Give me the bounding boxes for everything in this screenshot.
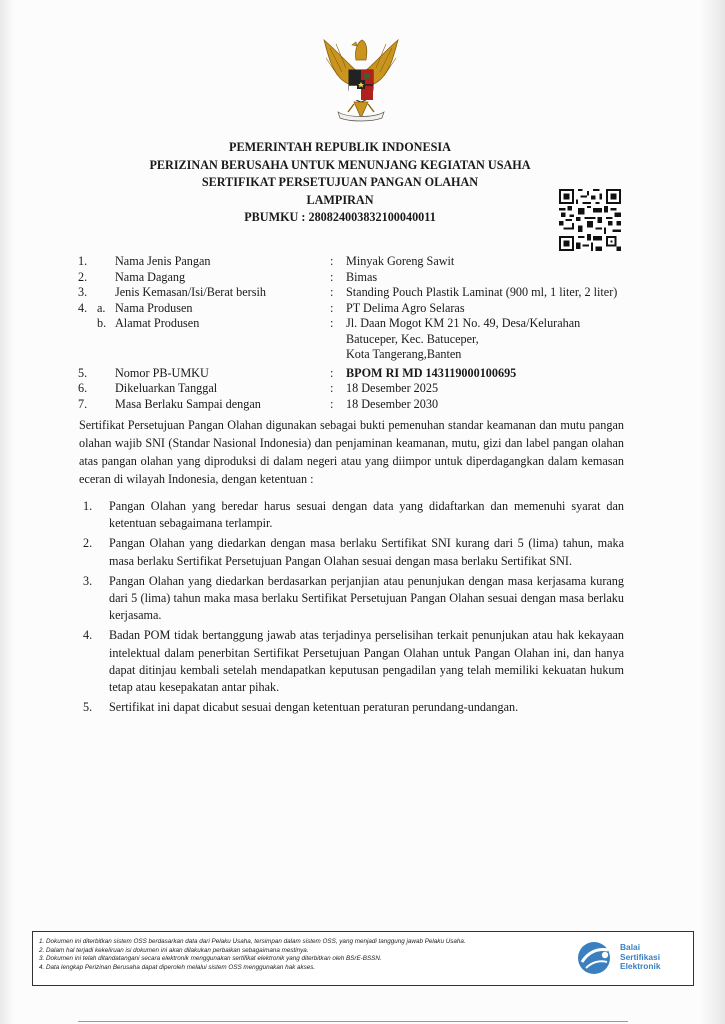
product-details bbox=[78, 254, 678, 412]
term-number: 1. bbox=[83, 499, 93, 513]
field-value: Batuceper, Kec. Batuceper, bbox=[346, 331, 479, 346]
term-text: Pangan Olahan yang diedarkan berdasarkan perjanjian atau penunjukan dengan masa kerjasama kurang dari 5 (lima) tahun maka masa berlaku Sertifikat Persetujuan Pangan Olahan sesuai dengan masa berlaku kerjasama. bbox=[109, 573, 624, 623]
certificate-title: SERTIFIKAT PERSETUJUAN PANGAN OLAHAN bbox=[201, 175, 479, 189]
field-number: 3. bbox=[78, 285, 88, 299]
field-value: Minyak Goreng Sawit bbox=[346, 254, 455, 268]
field-colon: : bbox=[330, 300, 334, 315]
field-value: 18 Desember 2030 bbox=[346, 396, 439, 411]
field-label: Masa Berlaku Sampai dengan bbox=[115, 396, 261, 411]
field-number: 2. bbox=[78, 269, 88, 284]
field-number: 7. bbox=[78, 396, 88, 411]
term-number: 3. bbox=[83, 573, 93, 588]
bsre-logo-text: Balai Sertifikasi Elektronik bbox=[620, 942, 661, 972]
government-title: PEMERINTAH REPUBLIK INDONESIA bbox=[229, 140, 451, 154]
field-colon: : bbox=[330, 269, 334, 284]
garuda-emblem-icon bbox=[318, 32, 404, 124]
term-item bbox=[79, 498, 624, 532]
field-row bbox=[78, 254, 678, 270]
field-row bbox=[78, 285, 678, 301]
field-subletter: a. bbox=[97, 300, 106, 315]
field-row bbox=[78, 301, 678, 317]
field-number: 6. bbox=[78, 381, 88, 395]
footer-note: 2. Dalam hal terjadi kekeliruan isi dokumen ini akan dilakukan perbaikan sebagaimana mestinya. bbox=[39, 946, 309, 954]
field-value: Kota Tangerang,Banten bbox=[346, 347, 462, 361]
field-colon: : bbox=[330, 381, 334, 395]
field-colon: : bbox=[330, 365, 334, 380]
term-text: Badan POM tidak bertanggung jawab atas terjadinya perselisihan terkait penunjukan atau hak kekayaan intelektual dalam penerbitan Sertifikat Persetujuan Pangan Olahan untuk Pangan Olahan ini, dan hanya dapat ditinjau kembali setelah mendapatkan keputusan pengadilan yang telah memiliki kekuatan hukum tetap atau kesepakatan antar pihak. bbox=[109, 628, 624, 695]
terms-list bbox=[79, 498, 624, 719]
term-text: Pangan Olahan yang beredar harus sesuai dengan data yang didaftarkan dan memenuhi syarat dan ketentuan sebagaimana terlampir. bbox=[109, 499, 624, 531]
field-colon: : bbox=[330, 316, 334, 330]
footer-note: 3. Dokumen ini telah ditandatangani secara elektronik menggunakan sertifikat elektronik yang diterbitkan oleh BSrE-BSSN. bbox=[39, 955, 382, 963]
attachment-title: LAMPIRAN bbox=[306, 192, 374, 207]
term-number: 4. bbox=[83, 628, 93, 643]
term-item bbox=[79, 627, 624, 696]
term-item bbox=[79, 535, 624, 569]
field-row bbox=[78, 332, 678, 348]
field-row bbox=[78, 366, 678, 382]
field-label: Dikeluarkan Tanggal bbox=[115, 381, 218, 395]
field-row bbox=[78, 397, 678, 413]
field-value: Standing Pouch Plastik Laminat (900 ml, 1 liter, 2 liter) bbox=[346, 285, 618, 299]
bsre-logo-icon bbox=[574, 938, 616, 978]
field-subletter: b. bbox=[97, 316, 107, 330]
field-label: Jenis Kemasan/Isi/Berat bersih bbox=[115, 285, 266, 299]
field-value: BPOM RI MD 143119000100695 bbox=[346, 365, 517, 380]
term-text: Pangan Olahan yang diedarkan dengan masa berlaku Sertifikat SNI kurang dari 5 (lima) tahun, maka masa berlaku Sertifikat Persetujuan Pangan Olahan sesuai dengan masa berlaku Sertifikat SNI. bbox=[109, 536, 624, 568]
footer-note: 4. Data lengkap Perizinan Berusaha dapat diperoleh melalui sistem OSS menggunakan hak akses. bbox=[39, 963, 316, 971]
permit-title: PERIZINAN BERUSAHA UNTUK MENUNJANG KEGIATAN USAHA bbox=[149, 157, 531, 172]
field-number: 4. bbox=[78, 300, 88, 315]
pbumku-number: PBUMKU : 280824003832100040011 bbox=[244, 210, 436, 224]
field-row bbox=[78, 316, 678, 332]
field-label: Nama Produsen bbox=[115, 300, 193, 315]
bottom-divider bbox=[78, 1021, 628, 1022]
term-item bbox=[79, 573, 624, 625]
field-value: Jl. Daan Mogot KM 21 No. 49, Desa/Kelurahan bbox=[346, 316, 581, 330]
field-row bbox=[78, 270, 678, 286]
field-label: Nama Dagang bbox=[115, 269, 186, 284]
field-label: Nomor PB-UMKU bbox=[115, 365, 209, 380]
term-item bbox=[79, 699, 624, 716]
field-value: Bimas bbox=[346, 269, 378, 284]
field-value: 18 Desember 2025 bbox=[346, 381, 439, 395]
field-colon: : bbox=[330, 254, 334, 268]
intro-paragraph: Sertifikat Persetujuan Pangan Olahan digunakan sebagai bukti pemenuhan standar keamanan dan mutu pangan olahan wajib SNI (Standar Nasional Indonesia) dan penjaminan keamanan, mutu, gizi dan label pangan olahan atas pangan olahan yang diproduksi di dalam negeri atau yang diimpor untuk diperdagangkan dalam kemasan eceran di wilayah Indonesia, dengan ketentuan : bbox=[79, 418, 624, 486]
field-colon: : bbox=[330, 285, 334, 299]
field-colon: : bbox=[330, 396, 334, 411]
field-label: Nama Jenis Pangan bbox=[115, 254, 211, 268]
term-number: 2. bbox=[83, 536, 93, 551]
footer-box bbox=[32, 931, 694, 986]
field-label: Alamat Produsen bbox=[115, 316, 200, 330]
field-number: 5. bbox=[78, 365, 88, 380]
term-text: Sertifikat ini dapat dicabut sesuai dengan ketentuan peraturan perundang-undangan. bbox=[109, 700, 519, 715]
field-number: 1. bbox=[78, 254, 88, 268]
bsre-logo bbox=[574, 938, 689, 978]
field-row bbox=[78, 381, 678, 397]
field-value: PT Delima Agro Selaras bbox=[346, 300, 465, 315]
term-number: 5. bbox=[83, 700, 93, 715]
qr-code-icon bbox=[559, 189, 621, 251]
document-header bbox=[60, 139, 620, 227]
footer-notes bbox=[39, 938, 574, 972]
footer-note: 1. Dokumen ini diterbitkan sistem OSS berdasarkan data dari Pelaku Usaha, tersimpan dalam sistem OSS, yang menjadi tanggung jawab Pelaku Usaha. bbox=[39, 938, 466, 945]
field-row bbox=[78, 347, 678, 363]
